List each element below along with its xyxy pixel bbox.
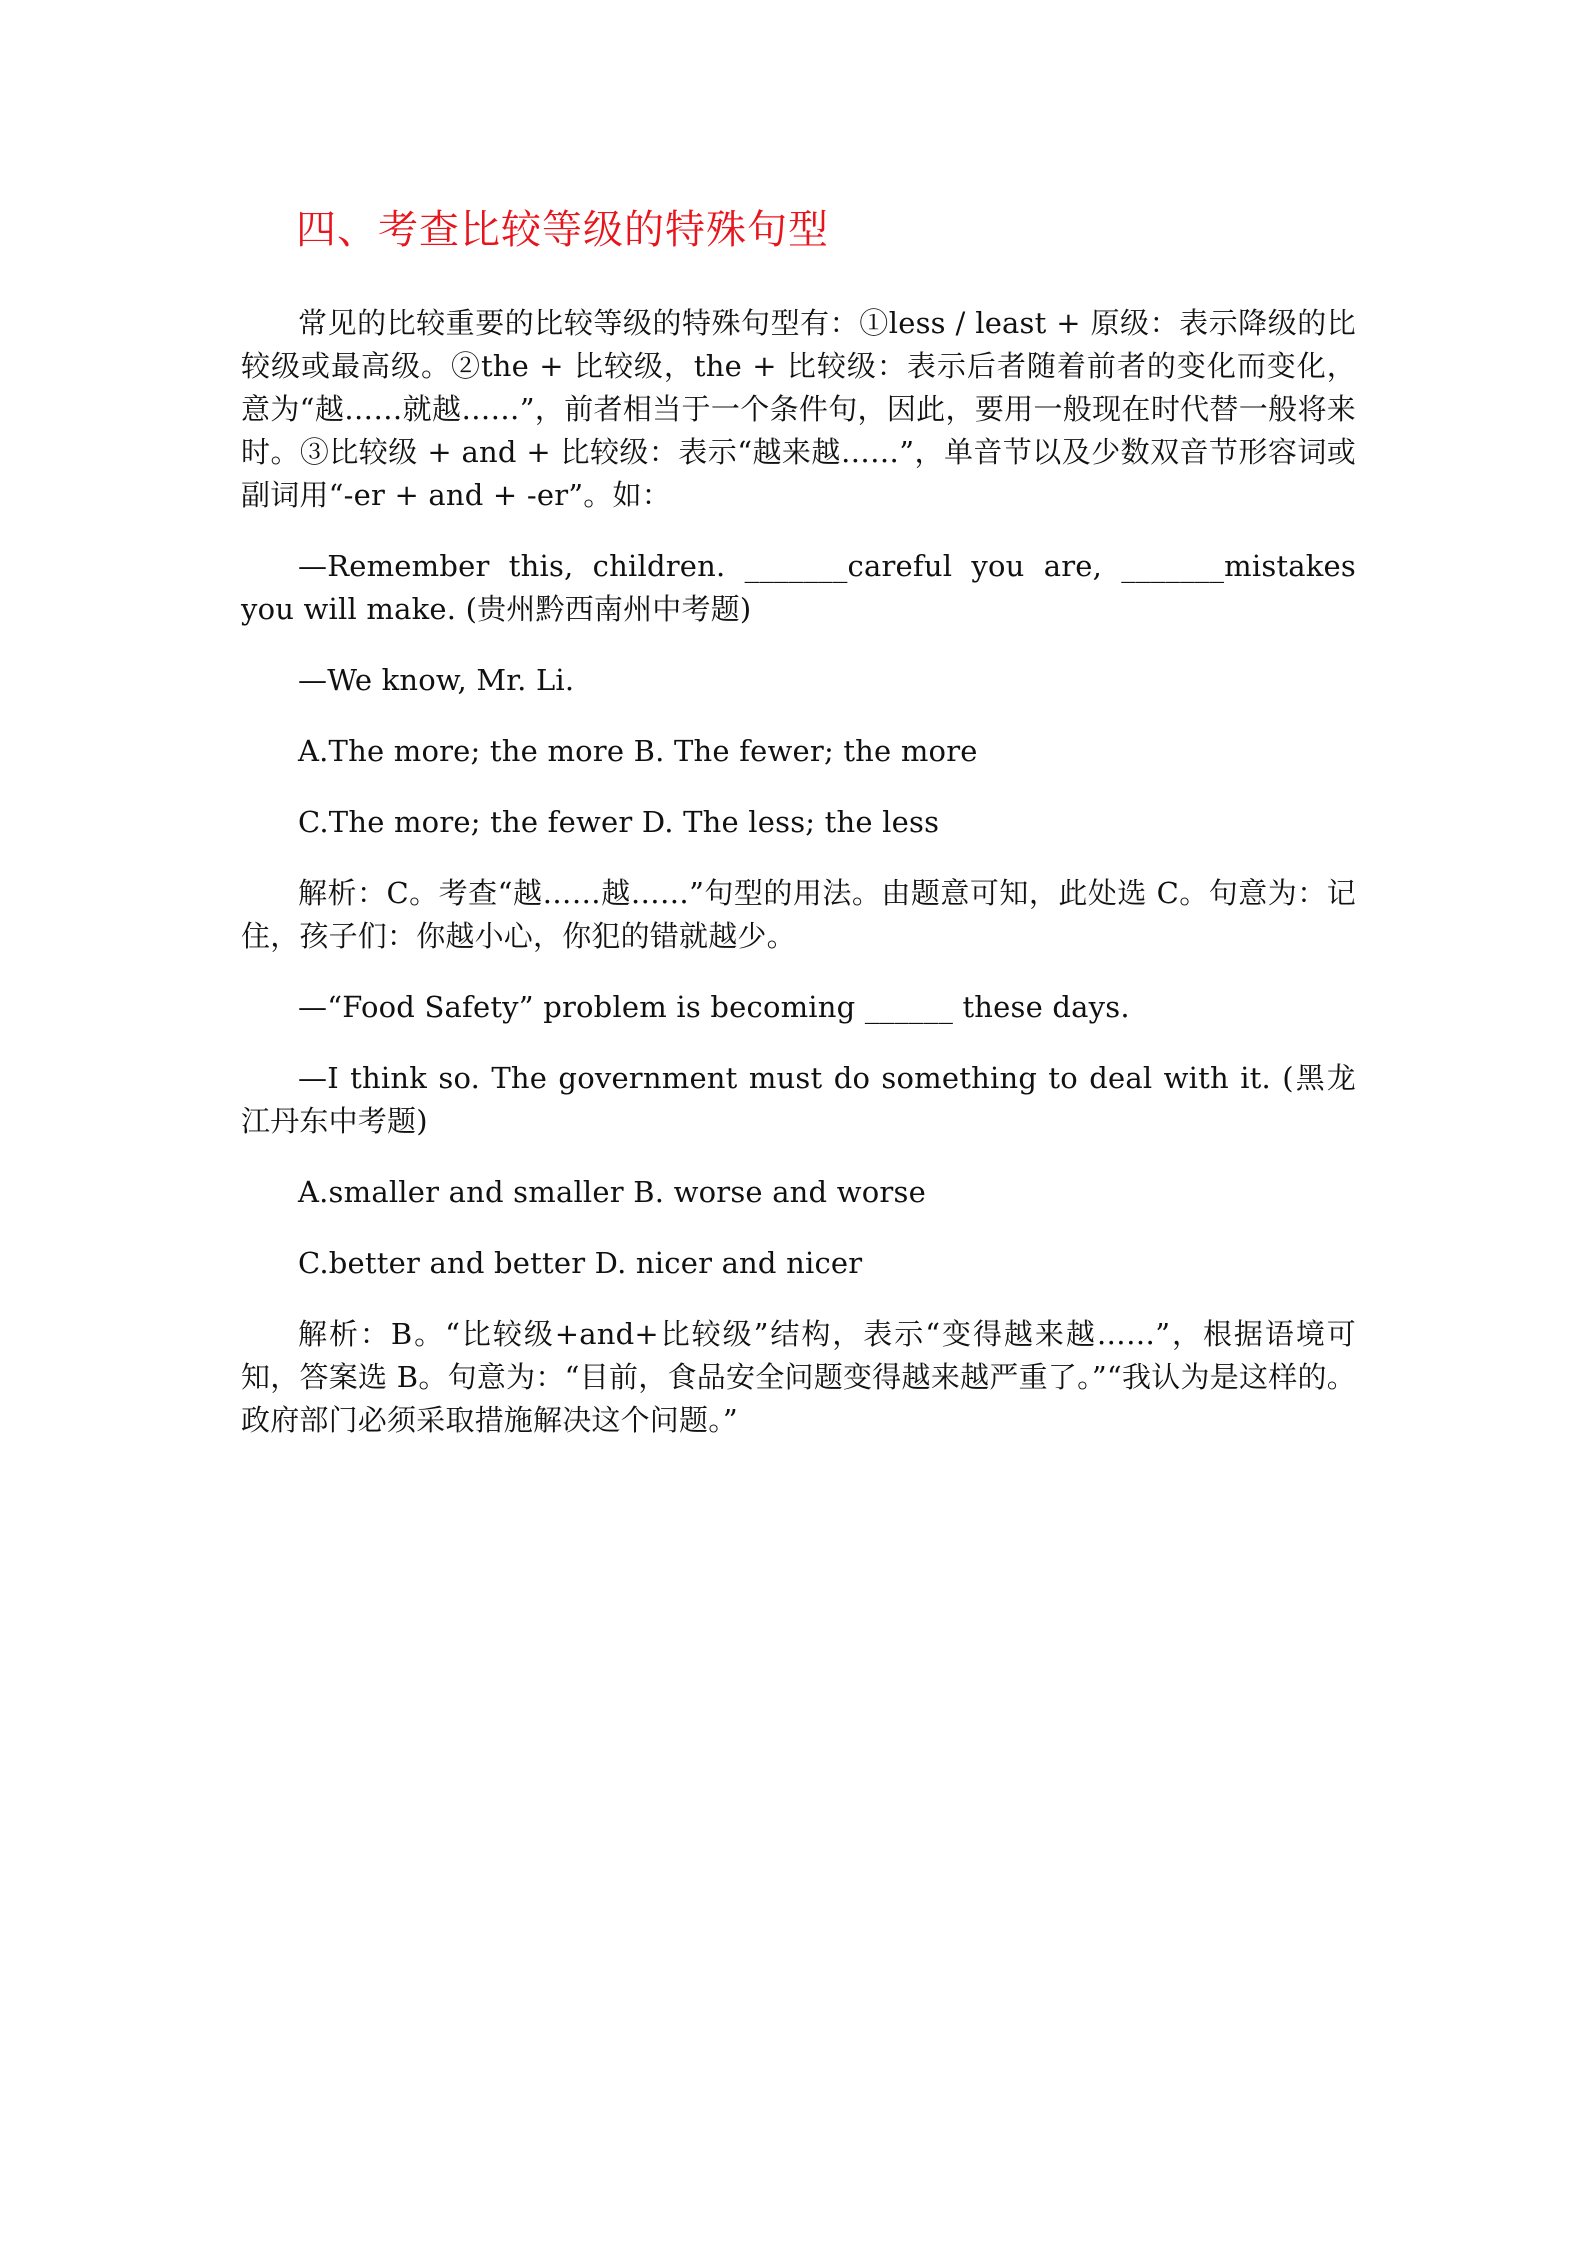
question-2-line-1: —“Food Safety” problem is becoming ______ these days. xyxy=(298,990,1130,1024)
intro-paragraph: 常见的比较重要的比较等级的特殊句型有：①less / least + 原级：表示降级的比较级或最高级。②the + 比较级，the + 比较级：表示后者随着前者的变化而变化，意为“越……就越……”，前者相当于一个条件句，因此，要用一般现在时代替一般将来时。③比较级 + and + 比较级：表示“越来越……”，单音节以及少数双音节形容词或副词用“-er + and + -er”。如： xyxy=(241,306,1356,512)
section-heading: 四、考查比较等级的特殊句型 xyxy=(296,207,829,253)
question-1-options-ab: A.The more; the more B. The fewer; the more xyxy=(298,734,978,768)
question-2-options-cd: C.better and better D. nicer and nicer xyxy=(298,1246,863,1280)
question-2-line-2: —I think so. The government must do something to deal with it. (黑龙江丹东中考题) xyxy=(241,1061,1356,1138)
question-2-options-ab: A.smaller and smaller B. worse and worse xyxy=(298,1175,926,1209)
question-2-analysis: 解析：B。“比较级+and+比较级”结构，表示“变得越来越……”，根据语境可知，答案选 B。句意为：“目前，食品安全问题变得越来越严重了。”“我认为是这样的。政府部门必须采取措施解决这个问题。” xyxy=(241,1317,1356,1437)
question-1-analysis: 解析：C。考查“越……越……”句型的用法。由题意可知，此处选 C。句意为：记住，孩子们：你越小心，你犯的错就越少。 xyxy=(241,876,1356,953)
question-1-line-1: —Remember this, children. _______careful you are, _______mistakes you will make. (贵州黔西南州中考题) xyxy=(241,549,1356,626)
document-page xyxy=(241,200,1356,1442)
question-1-line-2: —We know, Mr. Li. xyxy=(298,663,575,697)
question-1-options-cd: C.The more; the fewer D. The less; the less xyxy=(298,805,940,839)
